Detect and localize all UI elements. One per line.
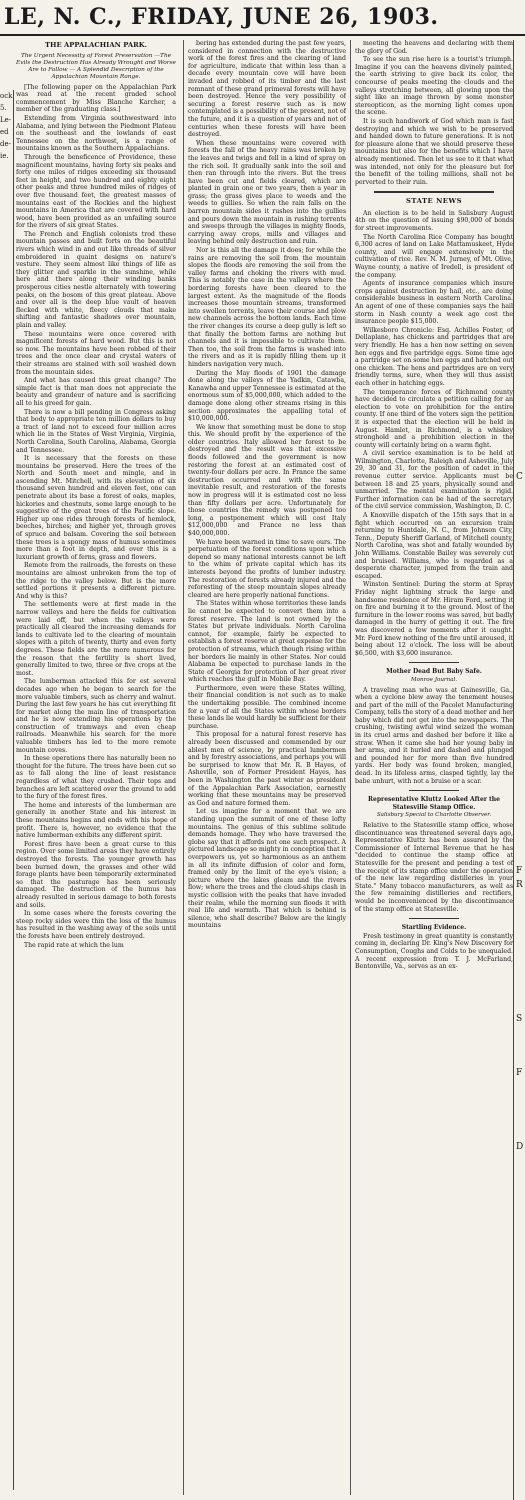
story-divider	[409, 662, 459, 663]
column-3	[350, 40, 513, 1495]
news-item: The North Carolina Rice Company has bought 6,300 acres of land on Lake Mattamuskeet, Hyde county, and will engage extensively in the cultivation of rice. Rev. N. M. Jurney, of Mt. Olive, Wayne county, a native of Iredell, is president of the company.	[355, 233, 513, 279]
article-paragraph: [The following paper on the Appalachian Park was read at the recent graded school commencement by Miss Blanche Karcher, a member of the graduating class.]	[16, 83, 176, 114]
article-paragraph: We know that something must be done to stop this. We should profit by the experience of the older countries. Italy allowed her forest to be destroyed and the result was that excessive floods followed and the government is now restoring the forest at an estimated cost of twenty-four dollars per acre. In France the same destruction occurred and with the same inevitable result, and restoration of the forests now in progress will it is estimated cost no less than fifty dollars per acre. Unfortunately for those countries the remedy was postponed too long, a postponement which will cost Italy $12,000,000 and France no less than $40,000,000.	[188, 423, 346, 537]
article-paragraph: Through the beneficence of Providence, these magnificent mountains, having forty six peaks and forty one miles of ridges exceeding six thousand feet in height, and two hundred and eighty eight other peaks and three hundred miles of ridges of over five thousand feet, the greatest masses of mountains east of the Rockies and the highest mountains in America that are covered with hard wood, have been provided as an unfailing source for the rivers of six great States.	[16, 153, 176, 230]
article-paragraph: Remote from the railroads, the forests on these mountains are almost unbroken from the top of the ridge to the valley below. But is the more settled portions it presents a different picture. And why is this?	[16, 562, 176, 600]
story-headline: Startling Evidence.	[401, 924, 467, 932]
column-2	[183, 40, 346, 1495]
article-paragraph: And what has caused this great change? The simple fact is that man does not appreciate the beauty and grandeur of nature and is sacrificing all to his greed for gain.	[16, 377, 176, 407]
article-paragraph: bering has extended during the past few years, considered in connection with the destructive work of the forest fires and the clearing of land for agriculture, indicate that within less than a decade every mountain cove will have been invaded and robbed of its timber and the last remnant of these grand primeval forests will have been destroyed. Hence the very possibility of securing a forest reserve such as is now contemplated is a possibility of the present, not of the future, and it is a question of years and not of centuries when these forests will have been destroyed.	[188, 40, 346, 139]
story-headline: Mother Dead But Baby Safe.	[386, 668, 482, 676]
right-gutter-fragments	[513, 40, 525, 1500]
article-paragraph: meeting the heavens and declaring with them the glory of God.	[355, 40, 513, 55]
left-fragment: ie.	[0, 152, 9, 160]
story-divider	[409, 918, 459, 919]
story-text: Fresh testimony in great quantity is constantly coming in, declaring Dr. King's New Discovery for Consumption, Coughs and Colds to be unequaled. A recent expression from T. J. McFarland, Bentonville, Va., serves as an ex-	[355, 932, 513, 971]
masthead-title: LE, N. C., FRIDAY, JUNE 26, 1903.	[4, 4, 439, 30]
article-paragraph: The lumberman attacked this for est several decades ago when he began to search for the more valuable timbers, such as cherry and walnut. During the last few years he has cut everything fit for market along the main line of transportation and he is now extending his operations by the construction of tramways and even cheap railroads. Meanwhile his search for the more valuable timbers has led to the more remote mountain coves.	[16, 678, 176, 754]
article-paragraph: These mountains were once covered with magnificent forests of hard wood. But this is not so now. The mountains have been robbed of their trees and the once clear and crystal waters of their streams are stained with soil washed down from the mountain sides.	[16, 330, 176, 376]
news-item: A civil service examination is to be held at Wilmington, Charlotte, Raleigh and Asheville, July 29, 30 and 31, for the position of cadet in the revenue cutter service. Applicants must be between 18 and 25 years, physically sound and unmarried. The mental examination is rigid. Further information can be had of the secretary of the civil service commission, Washington, D. C.	[355, 450, 513, 511]
article-paragraph: Forest fires have been a great curse to this region. Over some limited areas they have entirely destroyed the forests. The younger growth has been burned down, the grasses and other wild forage plants have been temporarily exterminated so that the pasturage has been seriously damaged. The destruction of the humus has already resulted in serious damage to both forests and soils.	[16, 840, 176, 909]
article-paragraph: Nor is this all the damage it does; for while the rains are removing the soil from the mountain slopes the floods are removing the soil from the valley farms and choking the rivers with mud. This is notably the case in the valleys where the bordering forests have been cleared to the largest extent. As the magnitude of the floods increases those mountain streams, transformed into swollen torrents, leave their course and plow new channels across the bottom lands. Each time the river changes its course a deep gully is left so that finally the bottom farms are nothing but channels and it is impossible to cultivate them. Then too, the soil from the farms is washed into the rivers and as it is rapidly filling them up it hinders navigation very much.	[188, 247, 346, 368]
news-item: Agents of insurance companies which insure crops against destruction by hail, etc., are doing considerable business in eastern North Carolina. An agent of one of these companies says the hail storm in Nash county a week ago cost the insurance people $15,000.	[355, 280, 513, 326]
article-paragraph: The home and interests of the lumberman are generally in another State and his interest in these mountains begins and ends with his hope of profit. There is, however, no evidence that the native lumberman exhibits any different spirit.	[16, 801, 176, 840]
story-text: A traveling man who was at Gainesville, Ga., when a cyclone blew away the tenement houses and part of the mill of the Pacolet Manufacturing Company, tells the story of a dead mother and her baby which did not get into the newspapers. The crushing, twisting awful wind seized the woman in its cruel arms and dashed her before it like a straw. When it came she had her young baby in her arms, and it hurled and dashed and plunged and pounded her for more than five hundred yards. Her body was found broken, mangled, dead. In its lifeless arms, clasped tightly, lay the babe unhurt, with not a bruise or a scar.	[355, 686, 513, 785]
article-paragraph: We have been warned in time to save ours. The perpetuation of the forest conditions upon which depend so many national interests cannot be left to the whim of private capital which has its interests beyond the profits of lumber industry. The restoration of forests already injured and the reforesting of the steep mountain slopes already cleared are here properly national functions.	[188, 538, 346, 599]
left-fragment: de-	[0, 140, 11, 148]
left-gutter-fragments	[0, 90, 14, 1490]
story-source: Monroe Journal.	[410, 676, 458, 683]
left-fragment: 5. Le-	[0, 104, 12, 124]
article-subhead: The Urgent Necessity of Forest Preservation —The Evils the Destruction Has Already Wrought and Worse Are to Follow — A Splendid Description of the Appalachian Mountain Range.	[16, 52, 176, 80]
article-paragraph: In some cases where the forests covering the steep rocky sides were thin the loss of the humus has resulted in the washing away of the soils until the forests have been entirely destroyed.	[16, 910, 176, 940]
article-paragraph: In these operations there has naturally been no thought for the future. The trees have been cut so as to fall along the line of least resistance regardless of what they crushed. Their tops and branches are left scattered over the ground to add to the fury of the forest fires.	[16, 755, 176, 801]
right-fragment: F	[516, 866, 523, 876]
news-item: A Knoxville dispatch of the 15th says that in a fight which occurred on an excursion train returning to Huntdale, N. C., from Johnson City, Tenn., Deputy Sheriff Garland, of Mitchell county, North Carolina, was shot and fatally wounded by John Williams. Constable Bailey was severely cut and bruised. Williams, who is regarded as a desperate character, jumped from the train and escaped.	[355, 512, 513, 580]
right-fragment: R	[516, 880, 523, 890]
article-paragraph: The settlements were at first made in the narrow valleys and here the fields for cultivation were laid off, but when the valleys were practically all cleared the increasing demands for lands to cultivate led to the clearing of mountain slopes with a pitch of twenty, thirty and even forty degrees. These fields are the more numerous for the reason that the fertility is short lived, generally limited to two, three or five crops at the most.	[16, 601, 176, 677]
left-fragment: ed	[0, 128, 9, 136]
left-fragment: ock	[0, 92, 13, 100]
section-title-state-news: STATE NEWS	[405, 197, 463, 206]
article-headline: THE APPALACHIAN PARK.	[44, 41, 148, 49]
article-paragraph: During the May floods of 1901 the damage done along the valleys of the Yadkin, Catawba, Kanawha and upper Tennessee is estimated at the enormous sum of $5,000,000, which added to the damage done along other streams rising in this section approximates the appalling total of $10,000,000.	[188, 369, 346, 423]
article-paragraph: Furthermore, even were these States willing, their financial condition is not such as to make the undertaking possible. The combined income for a year of all the States within whose borders these lands lie would hardly be sufficient for their purchase.	[188, 684, 346, 730]
masthead	[0, 0, 525, 36]
story-text: Relative to the Statesville stamp office, whose discontinuance was threatened several days ago, Representative Kluttz has been assured by the Commissioner of Internal Revenue that he has "decided to continue the stamp office at Statesville for the present and pending a test of the receipt of its stamp office under the operation of the new law regarding distilleries in your State." Many tobacco manufacturers, as well as the few remaining distilleries and rectifiers, would be inconvenienced by the discontinuance of the stamp office at Statesville.	[355, 822, 513, 913]
story-headline: Representative Kluttz Looked After the Statesville Stamp Office.	[368, 796, 500, 811]
news-item: The temperance forces of Richmond county have decided to circulate a petition calling for an election to vote on prohibition for the entire county. If one third of the voters sign the petition it is expected that the election will be held in August. Hamlet, in Richmond, is a whiskey stronghold and a prohibition election in the county will certainly bring on a warm fight.	[355, 388, 513, 449]
right-fragment: D	[516, 1142, 524, 1152]
right-fragment: S	[516, 1014, 523, 1024]
article-paragraph: Let us imagine for a moment that we are standing upon the summit of one of these lofty mountains. The genius of this sublime solitude demands homage. They who have traversed the globe say that it affords not one such prospect. A pictured landscape so mighty in conception that it overpowers us, yet so harmonious as an anthem in all its infinite diffusion of color and form, framed only by the limit of the eye's vision; a picture where the lakes gleam and the rivers flow; where the trees and the cloud-ships clash in mystic collision with the peaks that have invaded their realm, while the morning sun floods it with real life and warmth. That which is behind is silence, who shall describe? Below are the kingly mountains	[188, 808, 346, 930]
article-paragraph: To see the sun rise here is a tourist's triumph. Imagine if you can the heavens divinely painted, the earth striving to give back its color, the concourse of peaks meeting the clouds and the valleys stretching between, all glowing upon the sight like an image thrown by some monster stereopticon, as the morning light comes upon the scene.	[355, 56, 513, 117]
article-paragraph: This proposal for a natural forest reserve has already been discussed and commended by our ablest men of science, by practical lumbermen and by forestry associations, and perhaps you will be surprised to know that Mr. R. B Hayes, of Asheville, son of Former President Hayes, has been in Washington the past winter as president of the Appalachian Park Association, earnestly working that these mountains may be preserved as God and nature formed them.	[188, 731, 346, 807]
article-paragraph: The rapid rate at which the lum	[24, 941, 124, 949]
story-source: Salisbury Special to Charlotte Observer.	[376, 812, 492, 819]
news-item: Wilkesboro Chronicle: Esq. Achilles Foster, of Dellaplane, has chickens and partridges that are very friendly. He has a hen now setting on seven hen eggs and five partridge eggs. Some time ago a partridge set on some hen eggs and hatched out one chicken. The hens and partridges are on very friendly terms, sure, when they will thus assist each other in hatching eggs.	[355, 326, 513, 387]
right-fragment: F	[516, 1068, 523, 1078]
article-paragraph: It is necessary that the forests on these mountains be preserved. Here the trees of the North and South meet and mingle, and in ascending Mt. Mitchell, with its elevation of six thousand seven hundred and eleven feet, one can penetrate about its base a forest of oaks, maples, hickories and chestnuts, some large enough to be suggestive of the great trees of the Pacific slope. Higher up one rides through forests of hemlock, beeches, birches; and higher yet, through groves of spruce and balsam. Covering the soil between these trees is a spongy mass of humus sometimes more than a foot in depth, and over this is a luxuriant growth of ferns, grass and flowers.	[16, 455, 176, 561]
article-paragraph: The States within whose territories these lands lie cannot be expected to convert them into a forest reserve. The land is not owned by the States but private individuals. North Carolina cannot, for example, fairly be expected to establish a forest reserve at great expense for the protection of streams, which though rising within her borders lie mainly in other States. Nor could Alabama be expected to purchase lands in the State of Georgia for protection of her great river which reaches the gulf in Mobile Bay.	[188, 600, 346, 684]
right-fragment: C	[516, 472, 523, 482]
article-paragraph: There is now a bill pending in Congress asking that body to appropriate ten million dollars to buy a tract of land not to exceed four million acres which lie in the States of West Virginia, Virginia, North Carolina, South Carolina, Alabama, Georgia and Tennessee.	[16, 408, 176, 454]
column-1	[16, 40, 176, 1495]
article-paragraph: Extending from Virginia southwestward into Alabama, and lying between the Piedmont Plateau on the southeast and the lowlands of east Tennessee on the northwest, is a range of mountains known as the Southern Appalachians.	[16, 114, 176, 153]
article-paragraph: The French and English colonists trod these mountain passes and built forts on the beautiful rivers which wind in and out like threads of silver embroidered in quaint designs on nature's vesture. They seem almost like things of life as they glitter and sparkle in the sunshine, while here and there along their winding banks prosperous cities nestle alternately with towering peaks, on the bosom of this great plateau. Above and over all is the deep blue vault of heaven flecked with white, fleecy clouds that make shifting and fantastic shadows over mountain, plain and valley.	[16, 230, 176, 329]
article-paragraph: When these mountains were covered with forests the fall of the heavy rains was broken by the leaves and twigs and fell in a kind of spray on the rich soil. It gradually sank into the soil and then ran through into the rivers. But the trees have been cut and fields cleared, which are planted in grain one or two years, then a year in grass; the grass gives place to weeds and the weeds to gullies. So when the rain falls on the barren mountain sides it rushes into the gullies and pours down the mountain in rushing torrents and sweeps through the villages in mighty floods, carrying away crops, mills and villages and leaving behind only destruction and ruin.	[188, 139, 346, 246]
news-item: An election is to be held in Salisbury August 4th on the question of issuing $90,000 of bonds for street improvements.	[355, 209, 513, 233]
story-divider	[409, 790, 459, 791]
section-divider	[374, 191, 494, 193]
article-paragraph: It is such handiwork of God which man is fast destroying and which we wish to be preserved and handed down to future generations. It is not for pleasure alone that we should preserve these mountains but also for the benefits which I have already mentioned. Then let us see to it that what was intended, not only for the pleasure but for the benefit of the toiling millions, shall not be perverted to their ruin.	[355, 117, 513, 186]
news-item: Winston Sentinel: During the storm at Spray Friday night lightning struck the large and handsome residence of Mr. Hiram Ford, setting it on fire and burning it to the ground. Most of the furniture in the lower rooms was saved, but badly damaged in the hurry of getting it out. The fire was discovered a few moments after it caught. Mr. Ford knew nothing of the fire until aroused, it being about 12 o'clock. The loss will be about $6,500, with $3,600 insurance.	[355, 581, 513, 657]
